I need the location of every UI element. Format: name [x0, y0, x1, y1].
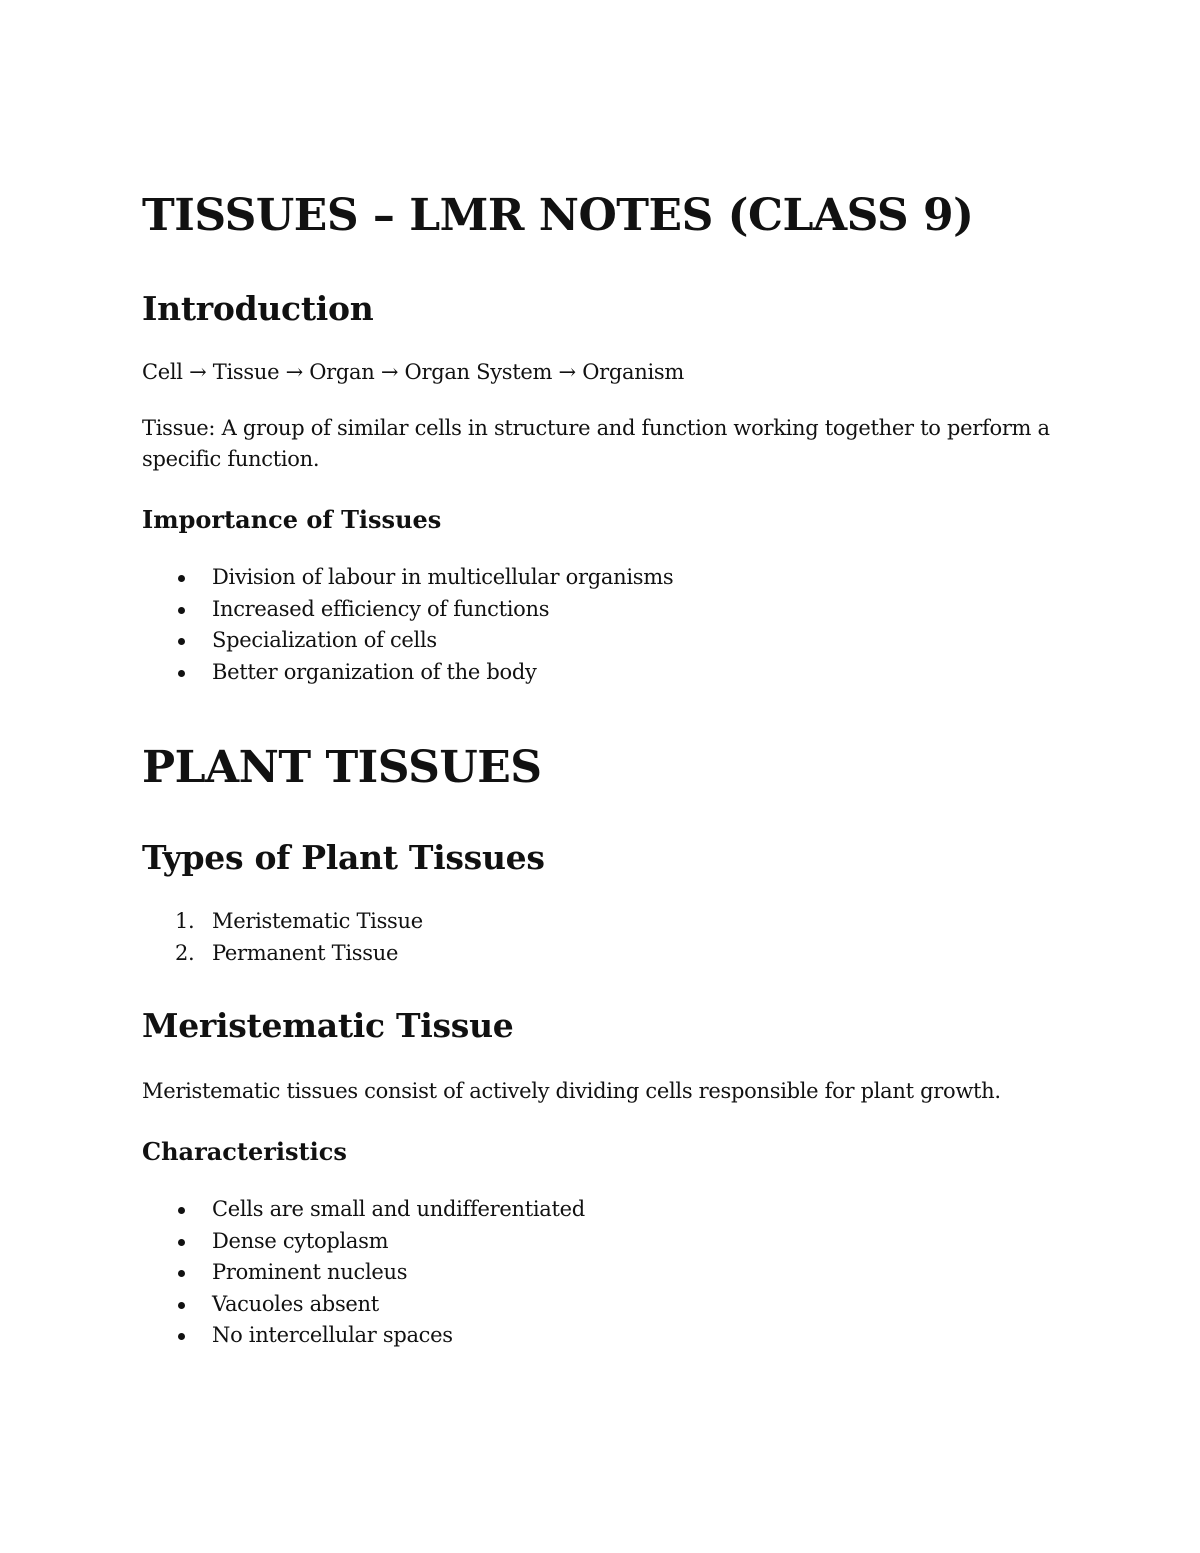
tissue-definition-line-1: Tissue: A group of similar cells in structure and function working together to perform a	[142, 416, 1050, 440]
types-list	[142, 906, 423, 969]
bullet-icon	[178, 1333, 185, 1340]
list-item: Prominent nucleus	[142, 1257, 585, 1289]
list-item: No intercellular spaces	[142, 1320, 585, 1352]
list-number: 1.	[175, 909, 195, 933]
bullet-icon	[178, 607, 185, 614]
list-item: Dense cytoplasm	[142, 1226, 585, 1258]
bullet-icon	[178, 1207, 185, 1214]
list-item: Increased efficiency of functions	[142, 594, 673, 626]
list-item: 1. Meristematic Tissue	[142, 906, 423, 938]
importance-heading: Importance of Tissues	[142, 505, 442, 534]
list-item: Division of labour in multicellular organisms	[142, 562, 673, 594]
bullet-icon	[178, 575, 185, 582]
bullet-icon	[178, 670, 185, 677]
hierarchy-chain: Cell → Tissue → Organ → Organ System → Organism	[142, 360, 684, 384]
list-item: Better organization of the body	[142, 657, 673, 689]
list-item: 2. Permanent Tissue	[142, 938, 423, 970]
types-heading: Types of Plant Tissues	[142, 838, 545, 877]
introduction-heading: Introduction	[142, 289, 374, 328]
list-item: Vacuoles absent	[142, 1289, 585, 1321]
bullet-icon	[178, 638, 185, 645]
importance-list	[142, 562, 673, 688]
characteristics-list	[142, 1194, 585, 1352]
list-number: 2.	[175, 940, 195, 965]
tissue-definition-line-2: specific function.	[142, 447, 320, 471]
bullet-icon	[178, 1270, 185, 1277]
document-title: TISSUES – LMR NOTES (CLASS 9)	[142, 190, 974, 241]
bullet-icon	[178, 1239, 185, 1246]
bullet-icon	[178, 1302, 185, 1309]
meristematic-description: Meristematic tissues consist of actively dividing cells responsible for plant growth.	[142, 1079, 1001, 1103]
plant-tissues-heading: PLANT TISSUES	[142, 742, 542, 793]
characteristics-heading: Characteristics	[142, 1137, 347, 1166]
meristematic-heading: Meristematic Tissue	[142, 1006, 514, 1045]
list-item: Cells are small and undifferentiated	[142, 1194, 585, 1226]
list-item: Specialization of cells	[142, 625, 673, 657]
